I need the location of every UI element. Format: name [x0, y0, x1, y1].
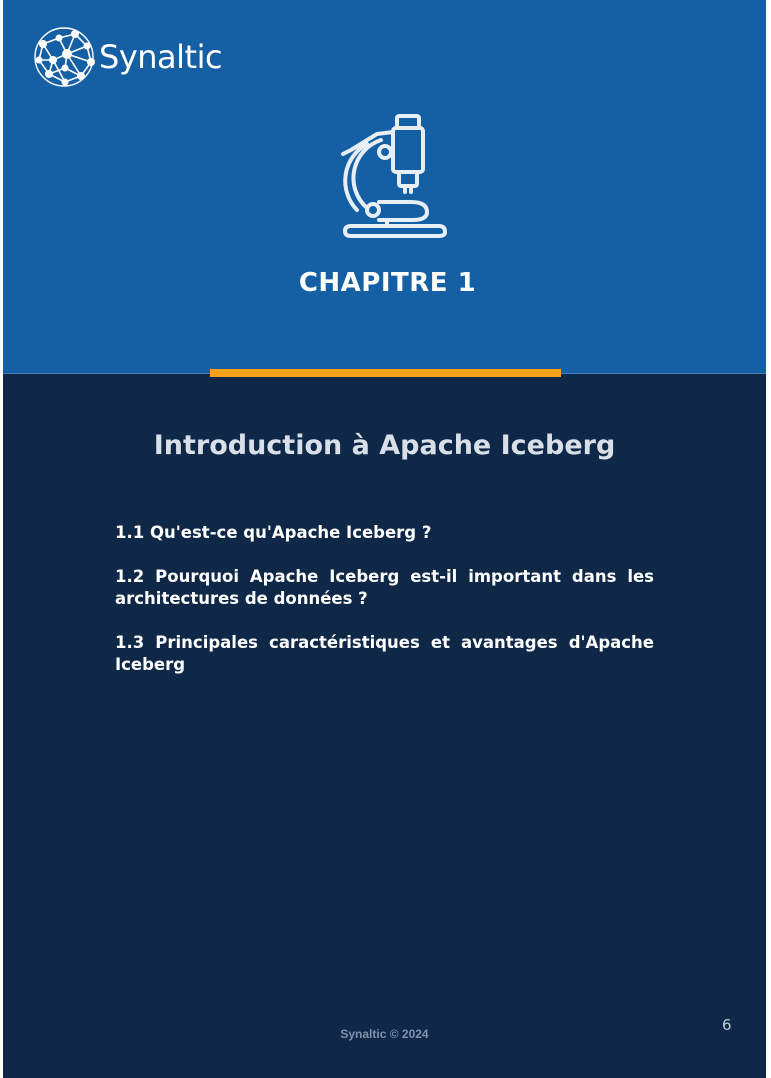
- footer-copyright: Synaltic © 2024: [340, 1027, 429, 1041]
- chapter-label: CHAPITRE 1: [298, 268, 477, 298]
- toc-item: 1.2 Pourquoi Apache Iceberg est-il important dans les architectures de données ?: [115, 567, 654, 608]
- page-edge-right: [766, 0, 771, 1078]
- chapter-header: [3, 0, 766, 373]
- page-number: 6: [722, 1016, 732, 1034]
- brand-name: Synaltic: [99, 38, 223, 76]
- table-of-contents: [115, 522, 654, 698]
- network-nodes-icon: [31, 24, 97, 90]
- chapter-title: Introduction à Apache Iceberg: [153, 430, 616, 461]
- brand-logo: [31, 24, 222, 90]
- accent-bar: [210, 369, 561, 377]
- page-edge-left: [0, 0, 3, 1078]
- toc-item: 1.1 Qu'est-ce qu'Apache Iceberg ?: [115, 523, 432, 542]
- microscope-icon: [321, 112, 451, 242]
- toc-item: 1.3 Principales caractéristiques et avantages d'Apache Iceberg: [115, 633, 654, 674]
